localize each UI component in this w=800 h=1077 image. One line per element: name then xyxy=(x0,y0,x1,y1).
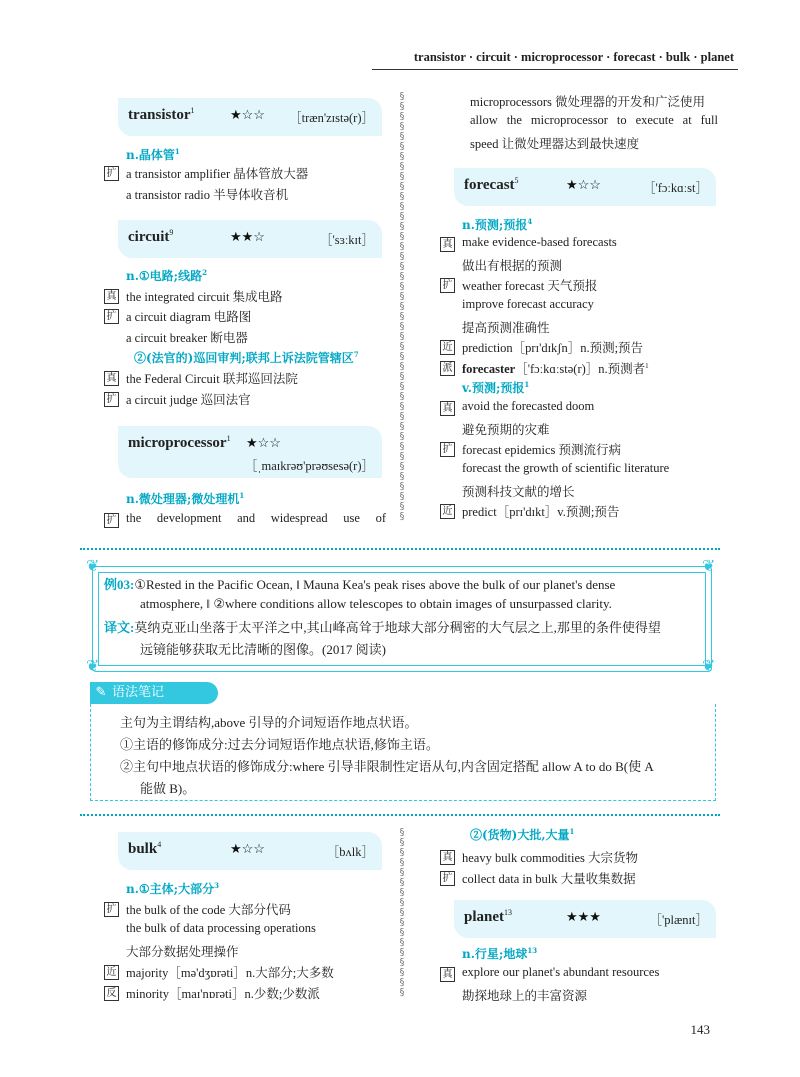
frequency-stars: ★☆☆ xyxy=(566,178,601,193)
column-divider-bottom: § § § § § § § § § § § § § § § § § xyxy=(399,828,405,998)
grammar-line: ②主句中地点状语的修饰成分:where 引导非限制性定语从句,内含固定搭配 allow A to do B(使 A xyxy=(120,759,654,774)
example-line: a transistor amplifier 晶体管放大器 xyxy=(126,167,309,181)
tag-icon: 扩 xyxy=(440,871,455,886)
running-header: transistor · circuit · microprocessor · forecast · bulk · planet xyxy=(413,50,734,64)
frequency-stars: ★★★ xyxy=(566,910,601,925)
phonetic: ［'plænɪt］ xyxy=(649,913,708,927)
example-line: forecast the growth of scientific literature xyxy=(462,461,670,475)
corner-ornament-icon: ❦ xyxy=(86,556,100,575)
tag-icon: 扩 xyxy=(104,392,119,407)
pen-icon: ✎ xyxy=(95,685,107,700)
example-sentence-line2: atmosphere, ‖ ②where conditions allow telescopes to obtain images of unsurpassed clarity. xyxy=(140,596,612,611)
tag-icon: 近 xyxy=(440,340,455,355)
translation-label: 译文: xyxy=(104,620,135,635)
example-line: microprocessors 微处理器的开发和广泛使用 xyxy=(470,95,706,109)
headword: bulk$^4$ xyxy=(128,840,162,857)
translation-line1: 译文:莫纳克亚山坐落于太平洋之中,其山峰高耸于地球大部分稠密的大气层之上,那里的条件使得望 xyxy=(104,620,661,635)
example-sentence-line1: 例03:①Rested in the Pacific Ocean, ‖ Mauna Kea's peak rises above the bulk of our planet's dense xyxy=(104,577,616,592)
example-line: a transistor radio 半导体收音机 xyxy=(126,188,289,202)
grammar-line: ①主语的修饰成分:过去分词短语作地点状语,修饰主语。 xyxy=(120,737,439,752)
entry-planet-headbox xyxy=(454,900,716,938)
headword: circuit$^9$ xyxy=(128,228,174,245)
frequency-stars: ★☆☆ xyxy=(230,842,265,857)
phonetic: ［'sɜːkɪt］ xyxy=(319,233,374,247)
example-line: 预测科技文献的增长 xyxy=(462,485,575,499)
example-line: speed 让微处理器达到最快速度 xyxy=(470,137,640,151)
part-of-speech: n.①主体;大部分$^3$ xyxy=(126,881,219,896)
tag-icon: 扩 xyxy=(104,513,119,528)
frequency-stars: ★☆☆ xyxy=(230,108,265,123)
grammar-line: 能做 B)。 xyxy=(140,781,196,796)
tag-icon: 真 xyxy=(440,967,455,982)
example-line: forecast epidemics 预测流行病 xyxy=(462,443,621,457)
grammar-line: 主句为主谓结构,above 引导的介词短语作地点状语。 xyxy=(120,715,418,730)
entry-bulk-headbox xyxy=(118,832,382,870)
example-line: a circuit diagram 电路图 xyxy=(126,310,252,324)
corner-ornament-icon: ❦ xyxy=(86,656,100,675)
tag-icon: 扩 xyxy=(104,309,119,324)
example-label: 例03: xyxy=(104,577,135,592)
example-line: forecaster［'fɔːkɑːstə(r)］n.预测者$^1$ xyxy=(462,361,649,376)
tag-icon: 近 xyxy=(440,504,455,519)
example-line: predict［prɪ'dɪkt］v.预测;预告 xyxy=(462,505,620,519)
example-line: collect data in bulk 大量收集数据 xyxy=(462,872,636,886)
example-line: the development and widespread use of xyxy=(126,511,386,525)
headword: microprocessor$^1$ xyxy=(128,434,231,451)
column-divider-top: § § § § § § § § § § § § § § § § § § § § § § § § § § § § § § § § § § § § § § § § § § § xyxy=(399,92,405,522)
tag-icon: 扩 xyxy=(440,442,455,457)
example-line: majority［mə'dʒɒrəti］n.大部分;大多数 xyxy=(126,966,334,980)
part-of-speech: n.微处理器;微处理机$^1$ xyxy=(126,491,245,506)
example-line: allow the microprocessor to execute at full xyxy=(470,113,718,127)
tag-icon: 真 xyxy=(104,289,119,304)
part-of-speech: n.预测;预报$^4$ xyxy=(462,217,533,232)
entry-circuit-headbox xyxy=(118,220,382,258)
part-of-speech: v.预测;预报$^1$ xyxy=(462,380,530,395)
phonetic: ［'fɔːkɑːst］ xyxy=(642,181,708,195)
headword: transistor$^1$ xyxy=(128,106,195,123)
part-of-speech: ②(货物)大批,大量$^1$ xyxy=(470,827,575,842)
part-of-speech: n.①电路;线路$^2$ xyxy=(126,268,207,283)
example-line: heavy bulk commodities 大宗货物 xyxy=(462,851,639,865)
grammar-notes-header xyxy=(90,682,218,704)
tag-icon: 扩 xyxy=(440,278,455,293)
tag-icon: 真 xyxy=(440,401,455,416)
example-line: 大部分数据处理操作 xyxy=(126,945,239,959)
page-number: 143 xyxy=(690,1022,710,1037)
example-line: 勘探地球上的丰富资源 xyxy=(462,989,588,1003)
phonetic: ［ˌmaɪkrəʊ'prəʊsesə(r)］ xyxy=(244,459,374,473)
example-line: avoid the forecasted doom xyxy=(462,399,595,413)
example-line: explore our planet's abundant resources xyxy=(462,965,660,979)
tag-icon: 扩 xyxy=(104,166,119,181)
tag-icon: 真 xyxy=(440,237,455,252)
section-separator xyxy=(80,548,720,550)
example-line: 做出有根据的预测 xyxy=(462,259,563,273)
example-line: prediction［prɪ'dɪkʃn］n.预测;预告 xyxy=(462,341,644,355)
tag-icon: 反 xyxy=(104,986,119,1001)
corner-ornament-icon: ❦ xyxy=(702,556,716,575)
headword: planet$^{13}$ xyxy=(464,908,513,925)
corner-ornament-icon: ❦ xyxy=(702,656,716,675)
example-line: the bulk of data processing operations xyxy=(126,921,316,935)
grammar-notes-title: 语法笔记 xyxy=(112,685,165,700)
example-line: the Federal Circuit 联邦巡回法院 xyxy=(126,372,298,386)
translation-line2: 远镜能够获取无比清晰的图像。(2017 阅读) xyxy=(140,642,386,657)
example-line: 提高预测准确性 xyxy=(462,321,550,335)
phonetic: ［bʌlk］ xyxy=(326,845,374,859)
frequency-stars: ★★☆ xyxy=(230,230,265,245)
example-line: the integrated circuit 集成电路 xyxy=(126,290,283,304)
frequency-stars: ★☆☆ xyxy=(246,436,281,451)
example-line: the bulk of the code 大部分代码 xyxy=(126,903,291,917)
example-line: make evidence-based forecasts xyxy=(462,235,617,249)
tag-icon: 近 xyxy=(104,965,119,980)
example-line: 避免预期的灾难 xyxy=(462,423,550,437)
example-line: weather forecast 天气预报 xyxy=(462,279,598,293)
example-line: minority［maɪ'nɒrəti］n.少数;少数派 xyxy=(126,987,320,1001)
part-of-speech: ②(法官的)巡回审判;联邦上诉法院管辖区$^7$ xyxy=(134,350,359,365)
section-separator xyxy=(80,814,720,816)
tag-icon: 派 xyxy=(440,361,455,376)
entry-forecast-headbox xyxy=(454,168,716,206)
example-line: a circuit breaker 断电器 xyxy=(126,331,248,345)
tag-icon: 扩 xyxy=(104,902,119,917)
header-rule xyxy=(372,69,738,70)
example-line: a circuit judge 巡回法官 xyxy=(126,393,251,407)
headword: forecast$^5$ xyxy=(464,176,519,193)
entry-transistor-headbox xyxy=(118,98,382,136)
part-of-speech: n.行星;地球$^{13}$ xyxy=(462,946,538,961)
phonetic: ［træn'zɪstə(r)］ xyxy=(289,111,374,125)
example-line: improve forecast accuracy xyxy=(462,297,594,311)
tag-icon: 真 xyxy=(104,371,119,386)
part-of-speech: n.晶体管$^1$ xyxy=(126,147,180,162)
tag-icon: 真 xyxy=(440,850,455,865)
entry-microprocessor-headbox xyxy=(118,426,382,478)
